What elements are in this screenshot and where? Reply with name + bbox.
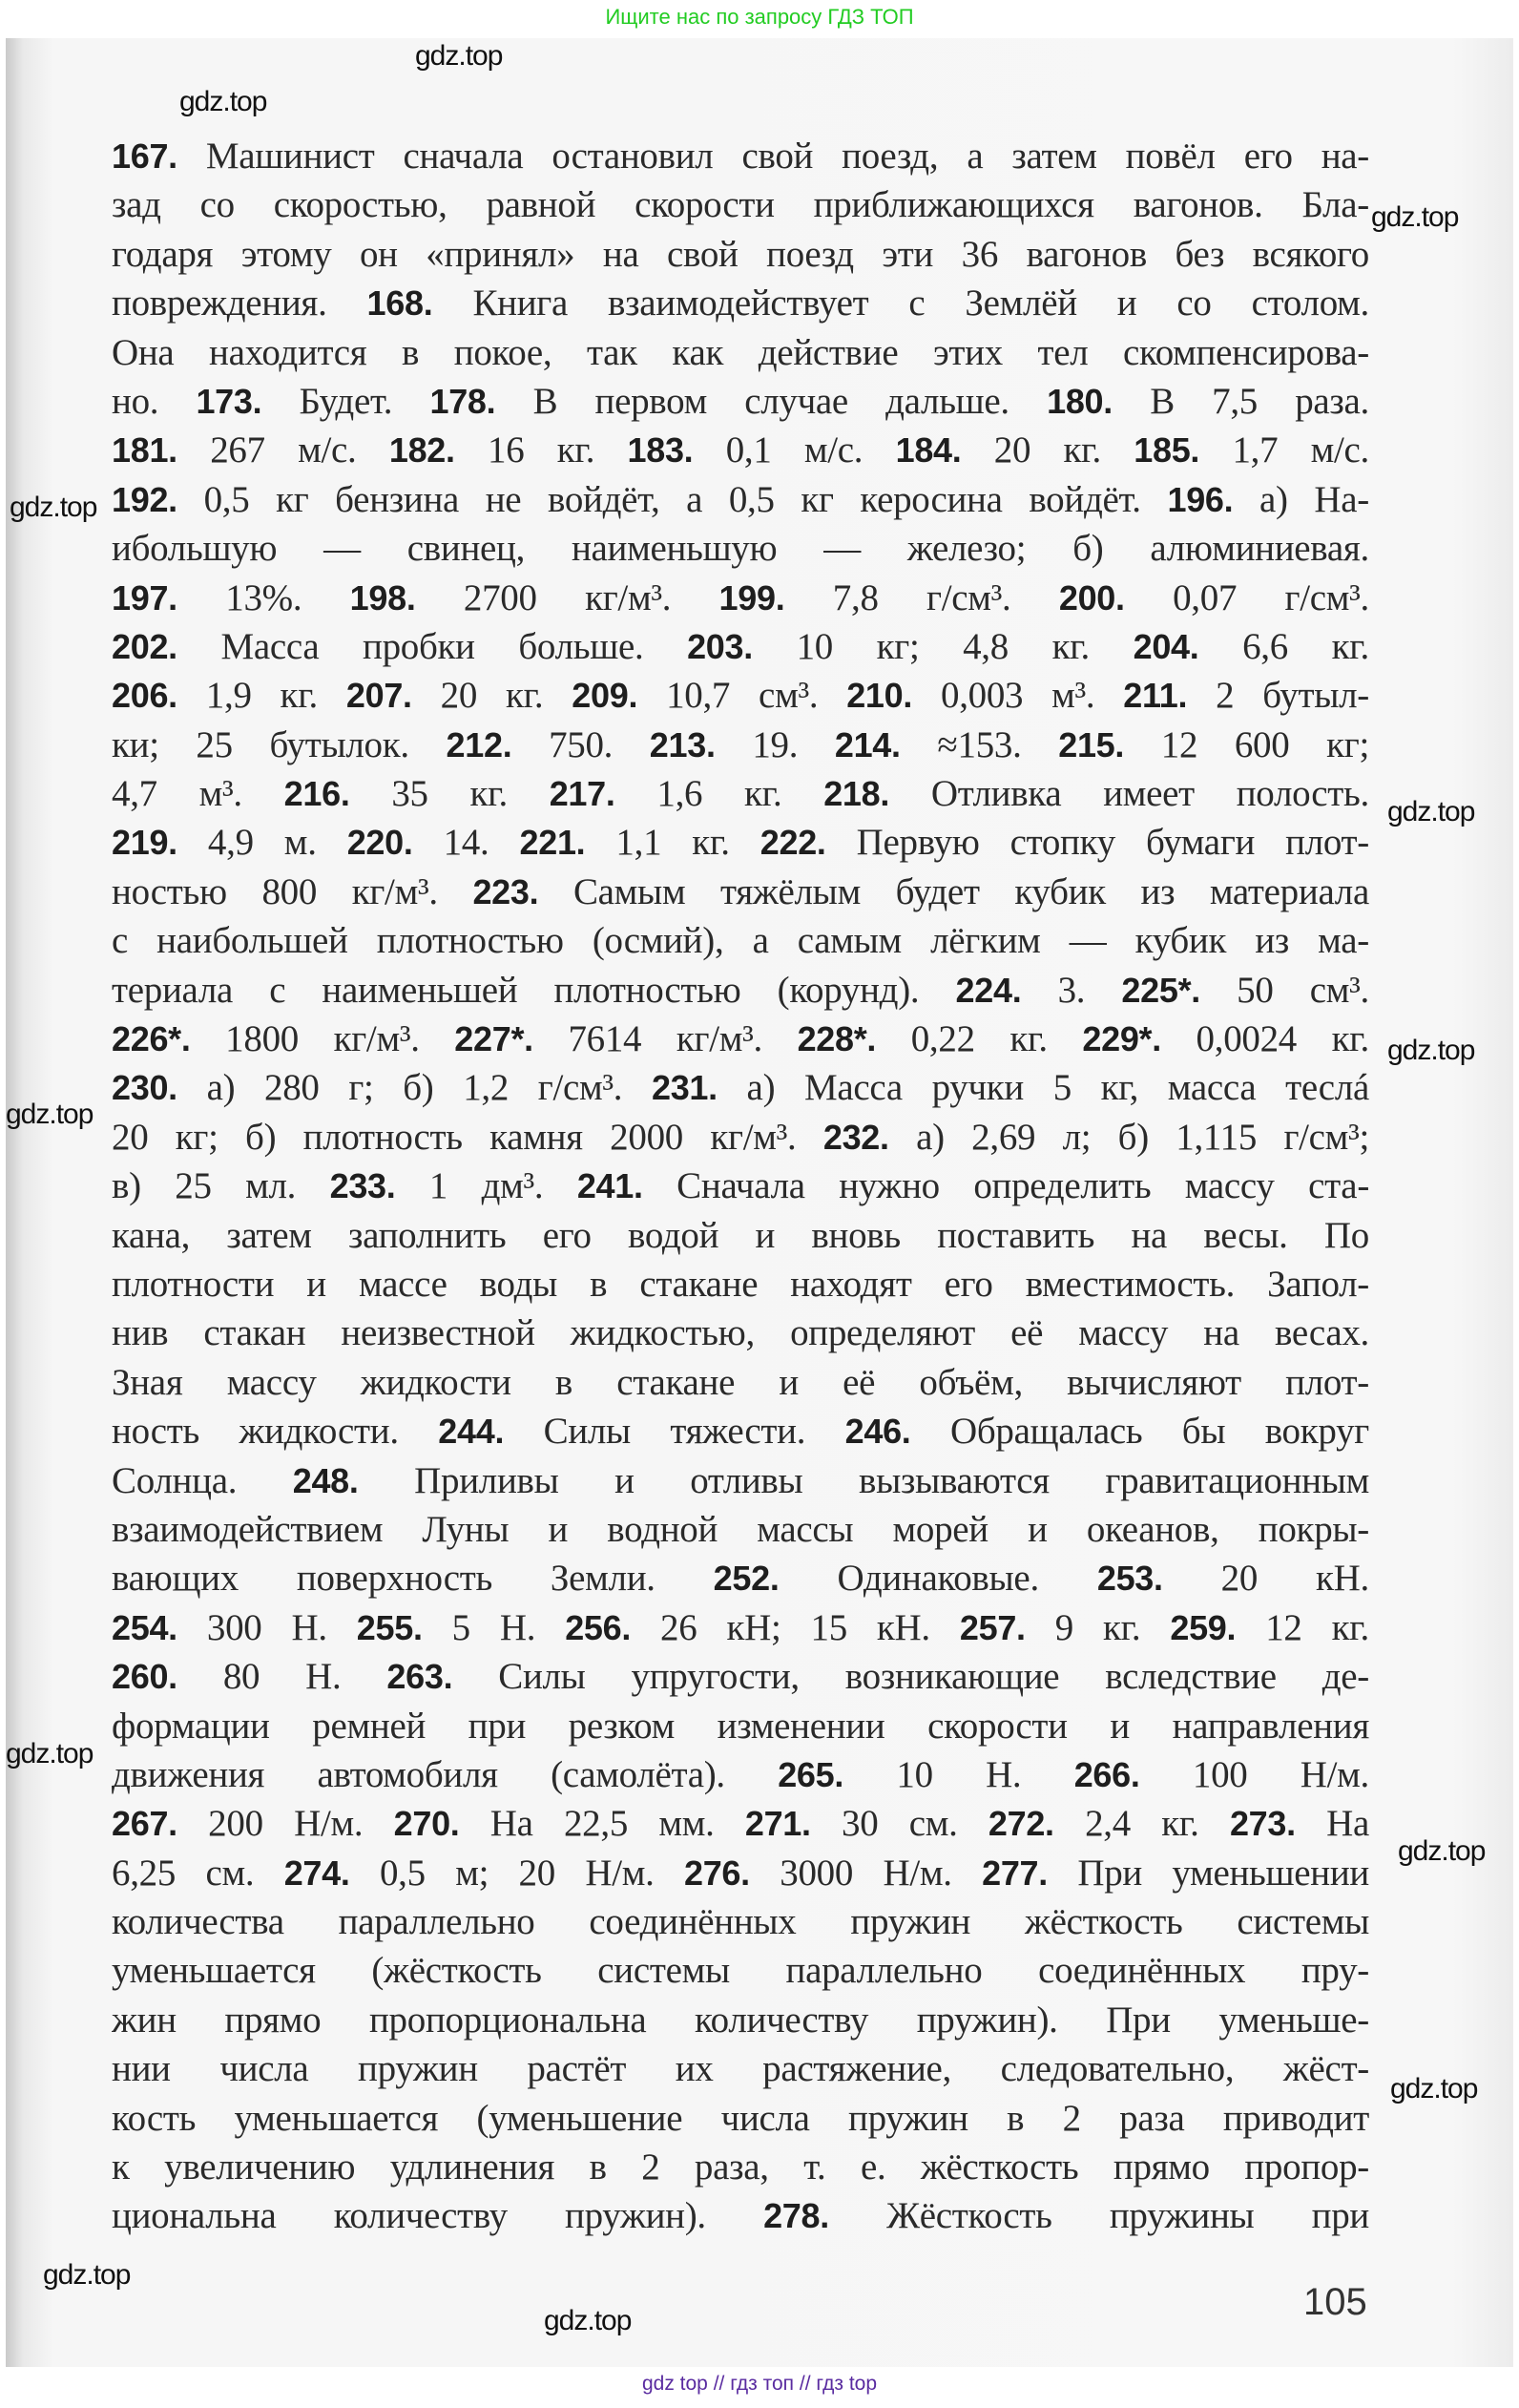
problem-number: 278.	[763, 2196, 829, 2236]
text-line	[112, 1505, 1369, 1554]
answer-text: 2 бутыл-	[1187, 675, 1369, 717]
text-line	[112, 279, 1369, 327]
answer-text: 1,6 кг.	[614, 773, 824, 815]
answer-text: На 22,5 мм.	[459, 1803, 745, 1845]
answer-text: 1,7 м/с.	[1199, 429, 1369, 471]
problem-number: 221.	[519, 823, 586, 863]
watermark: gdz.top	[1387, 796, 1475, 827]
text-line	[112, 230, 1369, 279]
answer-text: но.	[112, 380, 197, 422]
problem-number: 229*.	[1082, 1019, 1161, 1059]
problem-number: 197.	[112, 577, 177, 618]
problem-number: 265.	[778, 1754, 844, 1794]
text-line	[112, 1996, 1369, 2044]
problem-number: 218.	[823, 774, 890, 814]
answer-text: 16 кг.	[454, 429, 628, 471]
answer-text: Сначала нужно определить массу ста-	[642, 1165, 1369, 1207]
problem-number: 231.	[651, 1068, 718, 1108]
watermark: gdz.top	[1387, 1035, 1475, 1066]
problem-number: 272.	[988, 1804, 1054, 1844]
answer-text: с наибольшей плотностью (осмий), а самым лёгким — кубик из ма-	[112, 920, 1369, 962]
problem-number: 200.	[1058, 577, 1125, 618]
answer-text: 200 Н/м.	[177, 1803, 394, 1845]
answer-text: 3000 Н/м.	[749, 1852, 983, 1894]
answer-text: 6,6 кг.	[1198, 625, 1369, 667]
bottom-banner[interactable]: gdz top // гдз топ // гдз top	[641, 2373, 878, 2395]
problem-number: 185.	[1134, 430, 1200, 471]
answer-text: 19.	[715, 723, 835, 765]
problem-number: 183.	[627, 430, 694, 471]
problem-number: 173.	[196, 381, 262, 421]
answer-text: ностью 800 кг/м³.	[112, 870, 473, 912]
answer-text: жин прямо пропорциональна количеству пружин). При уменьше-	[112, 1999, 1369, 2041]
answers-text	[112, 132, 1369, 2241]
text-line	[112, 1897, 1369, 1946]
text-line	[112, 2044, 1369, 2093]
answer-text: При уменьшении	[1047, 1852, 1369, 1894]
watermark: gdz.top	[6, 1099, 94, 1130]
answer-text: зад со скоростью, равной скорости приближающихся вагонов. Бла-	[112, 184, 1369, 226]
problem-number: 178.	[429, 381, 496, 421]
problem-number: 167.	[112, 136, 177, 176]
answer-text: 3.	[1021, 969, 1122, 1011]
text-line	[112, 966, 1369, 1015]
text-line	[112, 1652, 1369, 1701]
answer-text: нив стакан неизвестной жидкостью, определяют её массу на весах.	[112, 1312, 1369, 1354]
watermark: gdz.top	[1371, 201, 1459, 233]
answer-text: 4,9 м.	[177, 822, 347, 864]
answer-text: Зная массу жидкости в стакане и её объём, вычисляют плот-	[112, 1361, 1369, 1403]
problem-number: 277.	[982, 1853, 1048, 1893]
problem-number: 214.	[834, 724, 901, 764]
answer-text: а) На-	[1233, 478, 1369, 520]
problem-number: 248.	[292, 1460, 359, 1500]
problem-number: 220.	[346, 823, 413, 863]
answer-text: 1800 кг/м³.	[190, 1018, 455, 1060]
answer-text: 9 кг.	[1025, 1606, 1171, 1648]
answer-text: 20 кг.	[411, 675, 572, 717]
answer-text: На	[1295, 1803, 1369, 1845]
text-line	[112, 328, 1369, 377]
text-line	[112, 2094, 1369, 2143]
answer-text: 750.	[511, 723, 650, 765]
problem-number: 181.	[112, 430, 177, 471]
answer-text: 0,003 м³.	[912, 675, 1124, 717]
text-line	[112, 524, 1369, 573]
answer-text: ≈153.	[900, 723, 1059, 765]
problem-number: 211.	[1123, 676, 1188, 716]
answer-text: уменьшается (жёсткость системы параллельно соединённых пру-	[112, 1950, 1369, 1992]
answer-text: териала с наименьшей плотностью (корунд).	[112, 969, 956, 1011]
problem-number: 212.	[446, 724, 512, 764]
answer-text: 1,9 кг.	[177, 675, 346, 717]
answer-text: количества параллельно соединённых пружин жёсткость системы	[112, 1901, 1369, 1943]
problem-number: 198.	[349, 577, 416, 618]
text-line	[112, 1113, 1369, 1162]
watermark: gdz.top	[1390, 2073, 1478, 2104]
problem-number: 255.	[356, 1607, 423, 1647]
watermark: gdz.top	[43, 2259, 131, 2291]
text-line	[112, 2143, 1369, 2191]
answer-text: Приливы и отливы вызываются гравитационным	[358, 1459, 1369, 1501]
answer-text: 10 кг; 4,8 кг.	[752, 625, 1134, 667]
answer-text: повреждения.	[112, 283, 367, 325]
problem-number: 257.	[959, 1607, 1026, 1647]
answer-text: 6,25 см.	[112, 1852, 284, 1894]
textbook-page	[6, 38, 1513, 2367]
text-line	[112, 1309, 1369, 1357]
answer-text: 50 см³.	[1200, 969, 1369, 1011]
problem-number: 207.	[345, 676, 412, 716]
text-line	[112, 1407, 1369, 1455]
text-line	[112, 1358, 1369, 1407]
answer-text: 0,5 м; 20 Н/м.	[349, 1852, 684, 1894]
answer-text: В первом случае дальше.	[495, 380, 1048, 422]
problem-number: 168.	[366, 283, 433, 324]
problem-number: 256.	[565, 1607, 632, 1647]
text-line	[112, 1750, 1369, 1799]
problem-number: 254.	[112, 1607, 177, 1647]
watermark: gdz.top	[1398, 1835, 1486, 1867]
text-line	[112, 475, 1369, 524]
problem-number: 210.	[846, 676, 913, 716]
answer-text: а) Масса ручки 5 кг, масса теслá	[717, 1067, 1369, 1109]
text-line	[112, 818, 1369, 867]
text-line	[112, 1162, 1369, 1210]
problem-number: 259.	[1170, 1607, 1237, 1647]
problem-number: 226*.	[112, 1019, 191, 1059]
answer-text: Самым тяжёлым будет кубик из материала	[538, 870, 1369, 912]
answer-text: 100 Н/м.	[1139, 1753, 1369, 1795]
problem-number: 209.	[572, 676, 638, 716]
answer-text: 30 см.	[810, 1803, 988, 1845]
answer-text: циональна количеству пружин).	[112, 2195, 764, 2237]
answer-text: 1,1 кг.	[585, 822, 760, 864]
text-line	[112, 574, 1369, 622]
answer-text: 80 Н.	[177, 1656, 387, 1698]
problem-number: 270.	[393, 1804, 460, 1844]
page-number: 105	[1303, 2281, 1367, 2323]
problem-number: 217.	[549, 774, 615, 814]
answer-text: кана, затем заполнить его водой и вновь поставить на весы. По	[112, 1214, 1369, 1256]
text-line	[112, 721, 1369, 769]
problem-number: 227*.	[454, 1019, 533, 1059]
problem-number: 192.	[112, 479, 177, 519]
answer-text: 12 кг.	[1236, 1606, 1369, 1648]
answer-text: 14.	[412, 822, 520, 864]
problem-number: 246.	[844, 1412, 911, 1452]
answer-text: 300 Н.	[177, 1606, 357, 1648]
text-line	[112, 132, 1369, 180]
problem-number: 266.	[1073, 1754, 1140, 1794]
answer-text: нии числа пружин растёт их растяжение, следовательно, жёст-	[112, 2048, 1369, 2090]
problem-number: 215.	[1058, 724, 1125, 764]
answer-text: Машинист сначала остановил свой поезд, а затем повёл его на-	[177, 136, 1369, 177]
problem-number: 241.	[576, 1166, 643, 1206]
problem-number: 184.	[895, 430, 962, 471]
watermark: gdz.top	[10, 492, 97, 523]
problem-number: 222.	[760, 823, 826, 863]
answer-text: Одинаковые.	[779, 1558, 1097, 1600]
answer-text: а) 2,69 л; б) 1,115 г/см³;	[888, 1116, 1369, 1158]
problem-number: 267.	[112, 1804, 177, 1844]
problem-number: 233.	[329, 1166, 396, 1206]
problem-number: 253.	[1096, 1559, 1163, 1599]
answer-text: 1 дм³.	[395, 1165, 577, 1207]
answer-text: плотности и массе воды в стакане находят его вместимость. Запол-	[112, 1263, 1369, 1305]
top-banner[interactable]: Ищите нас по запросу ГДЗ ТОП	[605, 5, 914, 29]
problem-number: 199.	[718, 577, 785, 618]
text-line	[112, 1603, 1369, 1652]
problem-number: 274.	[283, 1853, 350, 1893]
problem-number: 202.	[112, 626, 177, 666]
text-line	[112, 1211, 1369, 1260]
answer-text: движения автомобиля (самолёта).	[112, 1753, 779, 1795]
problem-number: 224.	[955, 970, 1022, 1010]
answer-text: 267 м/с.	[177, 429, 389, 471]
watermark: gdz.top	[179, 86, 267, 117]
text-line	[112, 1849, 1369, 1897]
answer-text: в) 25 мл.	[112, 1165, 330, 1207]
problem-number: 213.	[649, 724, 716, 764]
answer-text: 0,0024 кг.	[1160, 1018, 1369, 1060]
text-line	[112, 1015, 1369, 1063]
problem-number: 252.	[713, 1559, 780, 1599]
answer-text: 7614 кг/м³.	[532, 1018, 798, 1060]
answer-text: 2,4 кг.	[1053, 1803, 1230, 1845]
answer-text: кость уменьшается (уменьшение числа пружин в 2 раза приводит	[112, 2097, 1369, 2139]
problem-number: 263.	[386, 1657, 453, 1697]
answer-text: Первую стопку бумаги плот-	[825, 822, 1369, 864]
answer-text: 0,22 кг.	[876, 1018, 1083, 1060]
problem-number: 273.	[1229, 1804, 1296, 1844]
watermark: gdz.top	[415, 40, 503, 72]
answer-text: 0,1 м/с.	[693, 429, 896, 471]
answer-text: а) 280 г; б) 1,2 г/см³.	[177, 1067, 652, 1109]
answer-text: 20 кН.	[1162, 1558, 1369, 1600]
text-line	[112, 1799, 1369, 1848]
answer-text: Книга взаимодействует с Землёй и со столом.	[432, 283, 1369, 325]
problem-number: 203.	[687, 626, 753, 666]
answer-text: 2700 кг/м³.	[415, 576, 719, 618]
answer-text: 35 кг.	[349, 773, 550, 815]
text-line	[112, 916, 1369, 965]
problem-number: 225*.	[1121, 970, 1200, 1010]
answer-text: 20 кг.	[961, 429, 1134, 471]
problem-number: 271.	[744, 1804, 811, 1844]
answer-text: 7,8 г/см³.	[784, 576, 1059, 618]
watermark: gdz.top	[6, 1738, 94, 1769]
answer-text: В 7,5 раза.	[1112, 380, 1369, 422]
answer-text: Масса пробки больше.	[177, 625, 688, 667]
answer-text: Силы упругости, возникающие вследствие де-	[452, 1656, 1369, 1698]
answer-text: ибольшую — свинец, наименьшую — железо; б) алюминиевая.	[112, 528, 1369, 570]
answer-text: Силы тяжести.	[504, 1411, 845, 1453]
text-line	[112, 1554, 1369, 1602]
problem-number: 204.	[1133, 626, 1199, 666]
text-line	[112, 622, 1369, 671]
answer-text: вающих поверхность Земли.	[112, 1558, 714, 1600]
problem-number: 180.	[1047, 381, 1113, 421]
answer-text: Обращалась бы вокруг	[910, 1411, 1369, 1453]
answer-text: Она находится в покое, так как действие этих тел скомпенсирова-	[112, 331, 1369, 373]
problem-number: 244.	[438, 1412, 505, 1452]
text-line	[112, 1456, 1369, 1505]
answer-text: Жёсткость пружины при	[828, 2195, 1369, 2237]
problem-number: 182.	[388, 430, 455, 471]
text-line	[112, 671, 1369, 720]
answer-text: Отливка имеет полость.	[889, 773, 1369, 815]
problem-number: 206.	[112, 676, 177, 716]
problem-number: 230.	[112, 1068, 177, 1108]
text-line	[112, 1946, 1369, 1995]
problem-number: 216.	[283, 774, 350, 814]
problem-number: 196.	[1167, 479, 1234, 519]
answer-text: 12 600 кг;	[1124, 723, 1369, 765]
answer-text: Будет.	[261, 380, 430, 422]
answer-text: Солнца.	[112, 1459, 293, 1501]
answer-text: 20 кг; б) плотность камня 2000 кг/м³.	[112, 1116, 823, 1158]
text-line	[112, 2191, 1369, 2240]
problem-number: 232.	[822, 1117, 889, 1157]
answer-text: ность жидкости.	[112, 1411, 439, 1453]
text-line	[112, 180, 1369, 229]
answer-text: взаимодействием Луны и водной массы морей и океанов, покры-	[112, 1508, 1369, 1550]
text-line	[112, 769, 1369, 818]
problem-number: 228*.	[797, 1019, 877, 1059]
answer-text: 10,7 см³.	[637, 675, 847, 717]
watermark: gdz.top	[544, 2305, 632, 2336]
problem-number: 260.	[112, 1657, 177, 1697]
answer-text: ки; 25 бутылок.	[112, 723, 447, 765]
problem-number: 219.	[112, 823, 177, 863]
answer-text: 4,7 м³.	[112, 773, 284, 815]
answer-text: 10 Н.	[843, 1753, 1074, 1795]
text-line	[112, 868, 1369, 916]
text-line	[112, 426, 1369, 474]
answer-text: формации ремней при резком изменении скорости и направления	[112, 1705, 1369, 1747]
text-line	[112, 377, 1369, 426]
answer-text: к увеличению удлинения в 2 раза, т. е. жёсткость прямо пропор-	[112, 2146, 1369, 2188]
problem-number: 223.	[472, 871, 539, 911]
text-line	[112, 1702, 1369, 1750]
answer-text: 5 Н.	[422, 1606, 566, 1648]
answer-text: 13%.	[177, 576, 350, 618]
answer-text: 26 кН; 15 кН.	[631, 1606, 960, 1648]
problem-number: 276.	[683, 1853, 750, 1893]
text-line	[112, 1260, 1369, 1309]
answer-text: годаря этому он «принял» на свой поезд эти 36 вагонов без всякого	[112, 233, 1369, 275]
text-line	[112, 1063, 1369, 1112]
answer-text: 0,5 кг бензина не войдёт, а 0,5 кг керосина войдёт.	[177, 478, 1168, 520]
answer-text: 0,07 г/см³.	[1124, 576, 1369, 618]
